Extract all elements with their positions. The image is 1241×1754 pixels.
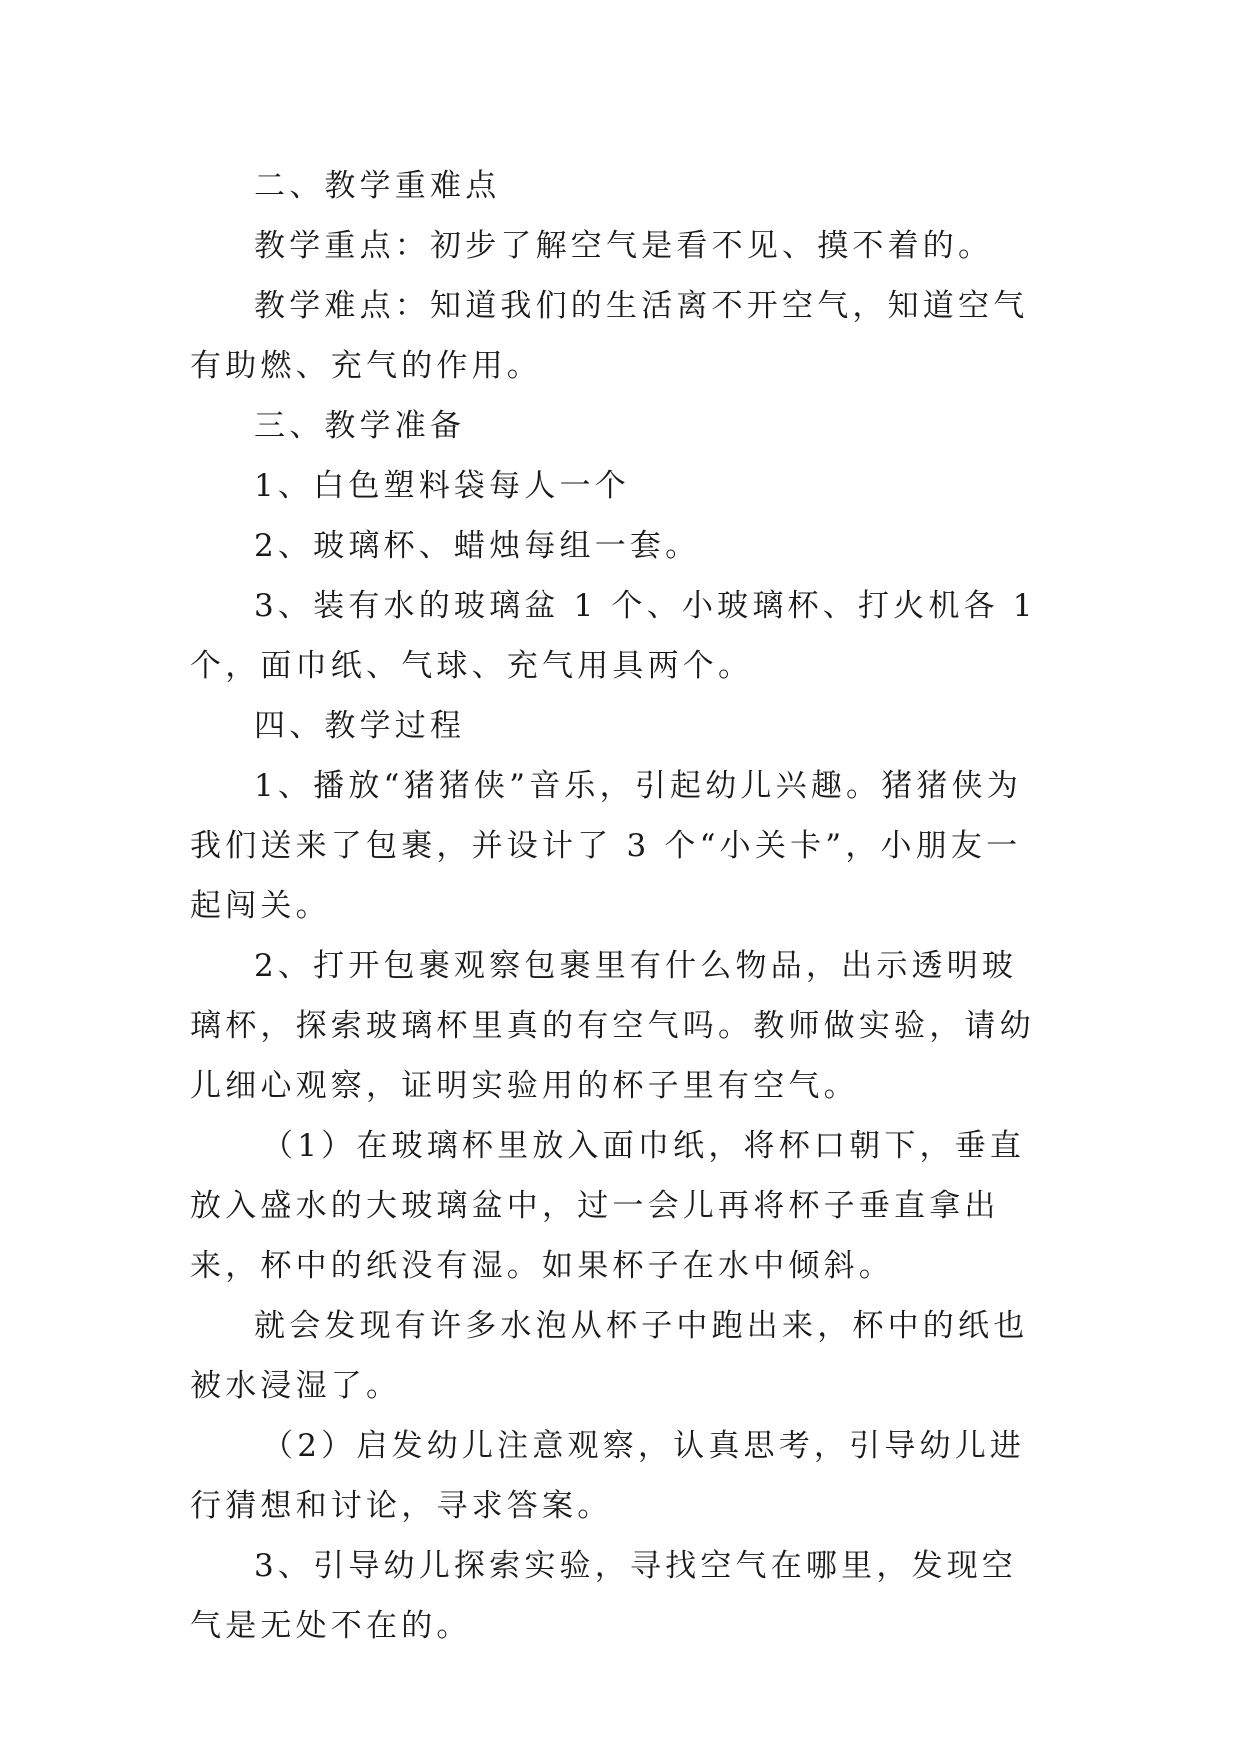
paragraph-key-point: 教学重点：初步了解空气是看不见、摸不着的。: [254, 228, 994, 264]
section-heading-preparation: 三、教学准备: [254, 408, 466, 444]
list-item-process-2: 2、打开包裹观察包裹里有什么物品，出示透明玻璃杯，探索玻璃杯里真的有空气吗。教师做实验，请幼儿细心观察，证明实验用的杯子里有空气。: [190, 948, 1035, 1104]
document-body: [190, 156, 1052, 1656]
list-item-process-1: 1、播放“猪猪侠”音乐，引起幼儿兴趣。猪猪侠为我们送来了包裹，并设计了 3 个“小关卡”，小朋友一起闯关。: [190, 768, 1023, 924]
list-item-preparation-2: 2、玻璃杯、蜡烛每组一套。: [254, 528, 701, 564]
list-item-preparation-1: 1、白色塑料袋每人一个: [254, 468, 630, 504]
list-item-preparation-3: 3、装有水的玻璃盆 1 个、小玻璃杯、打火机各 1 个，面巾纸、气球、充气用具两个。: [190, 588, 1037, 684]
list-item-process-3: 3、引导幼儿探索实验，寻找空气在哪里，发现空气是无处不在的。: [190, 1548, 1018, 1644]
section-heading-process: 四、教学过程: [254, 708, 466, 744]
section-heading-key-points: 二、教学重难点: [254, 168, 501, 204]
sub-item-experiment-2: （2）启发幼儿注意观察，认真思考，引导幼儿进行猜想和讨论，寻求答案。: [190, 1428, 1026, 1524]
paragraph-experiment-result: 就会发现有许多水泡从杯子中跑出来，杯中的纸也被水浸湿了。: [190, 1308, 1029, 1404]
paragraph-difficult-point: 教学难点：知道我们的生活离不开空气，知道空气有助燃、充气的作用。: [190, 288, 1029, 384]
sub-item-experiment-1: （1）在玻璃杯里放入面巾纸，将杯口朝下，垂直放入盛水的大玻璃盆中，过一会儿再将杯子垂直拿出来，杯中的纸没有湿。如果杯子在水中倾斜。: [190, 1128, 1026, 1284]
